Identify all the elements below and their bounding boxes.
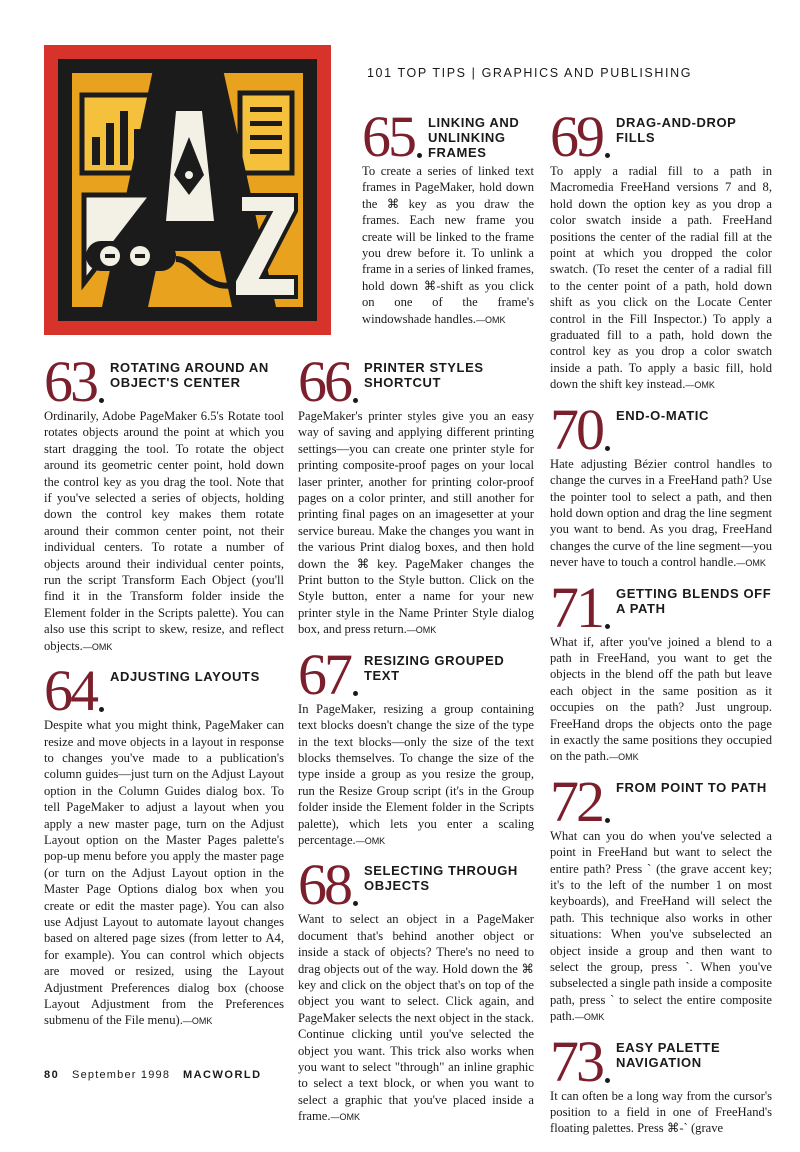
tip-body: To apply a radial fill to a path in Macromedia FreeHand versions 7 and 8, hold down the option key as you drop a color swatch inside a path. FreeHand positions the center of the radial fill at the point at which you dropped the color swatch. (To reset the center of a radial fill to the center point of a path, hold down shift as you click on the Locate Center control in the Fill Inspector.) To apply a graduated fill to a path, hold down the control key as you drop a color swatch inside a path. To apply a basic fill, hold down the shift key instead.—OMK: [550, 164, 772, 392]
bullet-dot: [353, 901, 358, 906]
bullet-dot: [417, 153, 422, 158]
tip-70: [550, 396, 772, 572]
tip-73: [550, 1028, 772, 1138]
tip-title: END-O-MATIC: [616, 407, 710, 423]
tip-body: Hate adjusting Bézier control handles to change the curves in a FreeHand path? Use the pointer tool to select a path, and then hold down option and drag the line segment you want to bend. As you drag, FreeHand changes the curve of the line segment—you never have to touch a control handle.—OMK: [550, 456, 772, 570]
tip-number: 63: [44, 349, 96, 414]
bullet-dot: [353, 398, 358, 403]
tip-body: To create a series of linked text frames in PageMaker, hold down the ⌘ key as you draw the frames. Each new frame you create will be linked to the frame you drew before it. To unlink a frame in a series of linked frames, hold down ⌘-shift as you click on one of the frame's windowshade handles.—OMK: [362, 164, 534, 326]
tip-body: Ordinarily, Adobe PageMaker 6.5's Rotate tool rotates objects around the point at which you start dragging the tool. To rotate the object around its geometric center point, hold down the control key as you drag the tool. Note that if you've selected a series of objects, holding down the control key makes them rotate around their common center point, not their individual centers. To rotate a number of objects around their individual center points, run the script Transform Each Object (you'll find it in the Transform folder inside the Element folder in the Scripts palette). You can also use this script to skew, resize, and reflect objects.—OMK: [44, 409, 284, 653]
tip-number: 66: [298, 349, 350, 414]
tip-68: [298, 852, 534, 1125]
section-header: 101 TOP TIPS | GRAPHICS AND PUBLISHING: [367, 66, 693, 80]
tip-number: 70: [550, 396, 602, 462]
tip-title: ROTATING AROUND AN OBJECT'S CENTER: [110, 360, 269, 390]
tip-65: [362, 104, 534, 328]
bullet-dot: [605, 1078, 610, 1083]
tip-number: 65: [362, 104, 414, 169]
tip-number: 69: [550, 104, 602, 169]
tip-number: 64: [44, 658, 96, 724]
bullet-dot: [99, 707, 104, 712]
tip-body: Want to select an object in a PageMaker document that's behind another object or inside a stack of objects? There's no need to drag objects out of the way. Hold down the ⌘ key and click on the object that's on top of the object you want to select. Click again, and PageMaker selects the next object in the stack. Continue clicking until you've selected the object you want. This trick also works when you want to select "through" an inline graphic to select a text block, or when you want to select a graphic that you've placed inside a frame.—OMK: [298, 912, 534, 1124]
tip-body: PageMaker's printer styles give you an easy way of saving and applying different printing settings—you can create one printer style for printing composite-proof pages on your local laser printer, another for printing color-proof pages on a color printer, and still another for printing final pages on an imagesetter at your service bureau. Make the changes you want in the various Print dialog boxes, and then hold down the ⌘ key. PageMaker changes the Print button to the Style button. Click on the Style button, enter a name for your new printer style in the Name Printer Style dialog box, and press return.—OMK: [298, 409, 534, 637]
column-3: [550, 104, 772, 1152]
tip-body: In PageMaker, resizing a group containing text blocks doesn't change the size of the type in the text blocks—only the size of the text blocks themselves. To change the size of the type inside a group as you resize the group, run the Resize Group script (it's in the Group folder inside the Element folder in the Scripts palette), which lets you enter a scaling percentage.—OMK: [298, 701, 534, 847]
page-number: 80: [44, 1069, 60, 1081]
tip-body: Despite what you might think, PageMaker can resize and move objects in a layout in response to changes you've made to a publication's column guides—just turn on the Adjust Layout option in the Column Guides dialog box. To tell PageMaker to adjust a layout when you apply a new master page, turn on the Adjust Layout option on the Master Pages palette's pop-up menu before you apply the master page (or turn on the Adjust Layout option in the Master Page Options dialog box when you create or edit the master page). You can also use Adjust Layout to automate layout changes based on altered page sizes (from letter to A4, for example). You can control which objects are moved or resized, using the Layout Adjustment Preferences dialog box (choose Layout Adjustment from the Preferences submenu of the File menu).—OMK: [44, 718, 284, 1028]
magazine-name: MACWORLD: [182, 1069, 262, 1081]
page-folio: [44, 1069, 262, 1081]
bullet-dot: [99, 398, 104, 403]
column-2-top: [362, 104, 534, 342]
tip-title: GETTING BLENDS OFF A PATH: [616, 585, 772, 616]
tip-title: EASY PALETTE NAVIGATION: [616, 1039, 721, 1070]
column-1: [44, 349, 284, 1044]
tip-title: RESIZING GROUPED TEXT: [364, 652, 505, 683]
tip-body: What if, after you've joined a blend to a path in FreeHand, you want to get the objects in the blend off the path but leave each object in the same position as it occupies on the path? Just ungroup. FreeHand drops the objects onto the page in exactly the same positions they occupied on the path.—OMK: [550, 634, 772, 764]
bullet-dot: [353, 691, 358, 696]
issue-date: September 1998: [72, 1069, 171, 1081]
tip-body: What can you do when you've selected a point in FreeHand but want to select the entire path? Press ` (the grave accent key; it's to the left of the number 1 on most keyboards), and FreeHand will select the path. This technique also works in other situations: When you've subselected an object inside a group and then want to select the group, press `. When you've subselected a single path inside a composite path, press ` to select the entire composite path.—OMK: [550, 828, 772, 1024]
tip-title: DRAG-AND-DROP FILLS: [616, 115, 737, 145]
tip-title: LINKING AND UNLINKING FRAMES: [428, 115, 520, 160]
tip-title: ADJUSTING LAYOUTS: [110, 669, 260, 685]
tip-title: FROM POINT TO PATH: [616, 779, 767, 795]
tip-64: [44, 658, 284, 1030]
tip-number: 67: [298, 641, 350, 707]
tip-69: [550, 104, 772, 394]
tip-72: [550, 768, 772, 1026]
tip-63: [44, 349, 284, 655]
tip-number: 68: [298, 852, 350, 918]
tip-number: 71: [550, 574, 602, 640]
tip-title: PRINTER STYLES SHORTCUT: [364, 360, 484, 390]
tip-66: [298, 349, 534, 639]
bullet-dot: [605, 818, 610, 823]
tip-title: SELECTING THROUGH OBJECTS: [364, 863, 518, 894]
a-to-z-illustration: [44, 45, 331, 335]
column-2: [298, 349, 534, 1140]
tip-71: [550, 574, 772, 766]
bullet-dot: [605, 446, 610, 451]
bullet-dot: [605, 624, 610, 629]
tip-number: 73: [550, 1028, 602, 1094]
tip-number: 72: [550, 768, 602, 834]
tip-67: [298, 641, 534, 850]
tip-body: It can often be a long way from the cursor's position to a field in one of FreeHand's floating palettes. Press ⌘-` (grave: [550, 1088, 772, 1136]
bullet-dot: [605, 153, 610, 158]
